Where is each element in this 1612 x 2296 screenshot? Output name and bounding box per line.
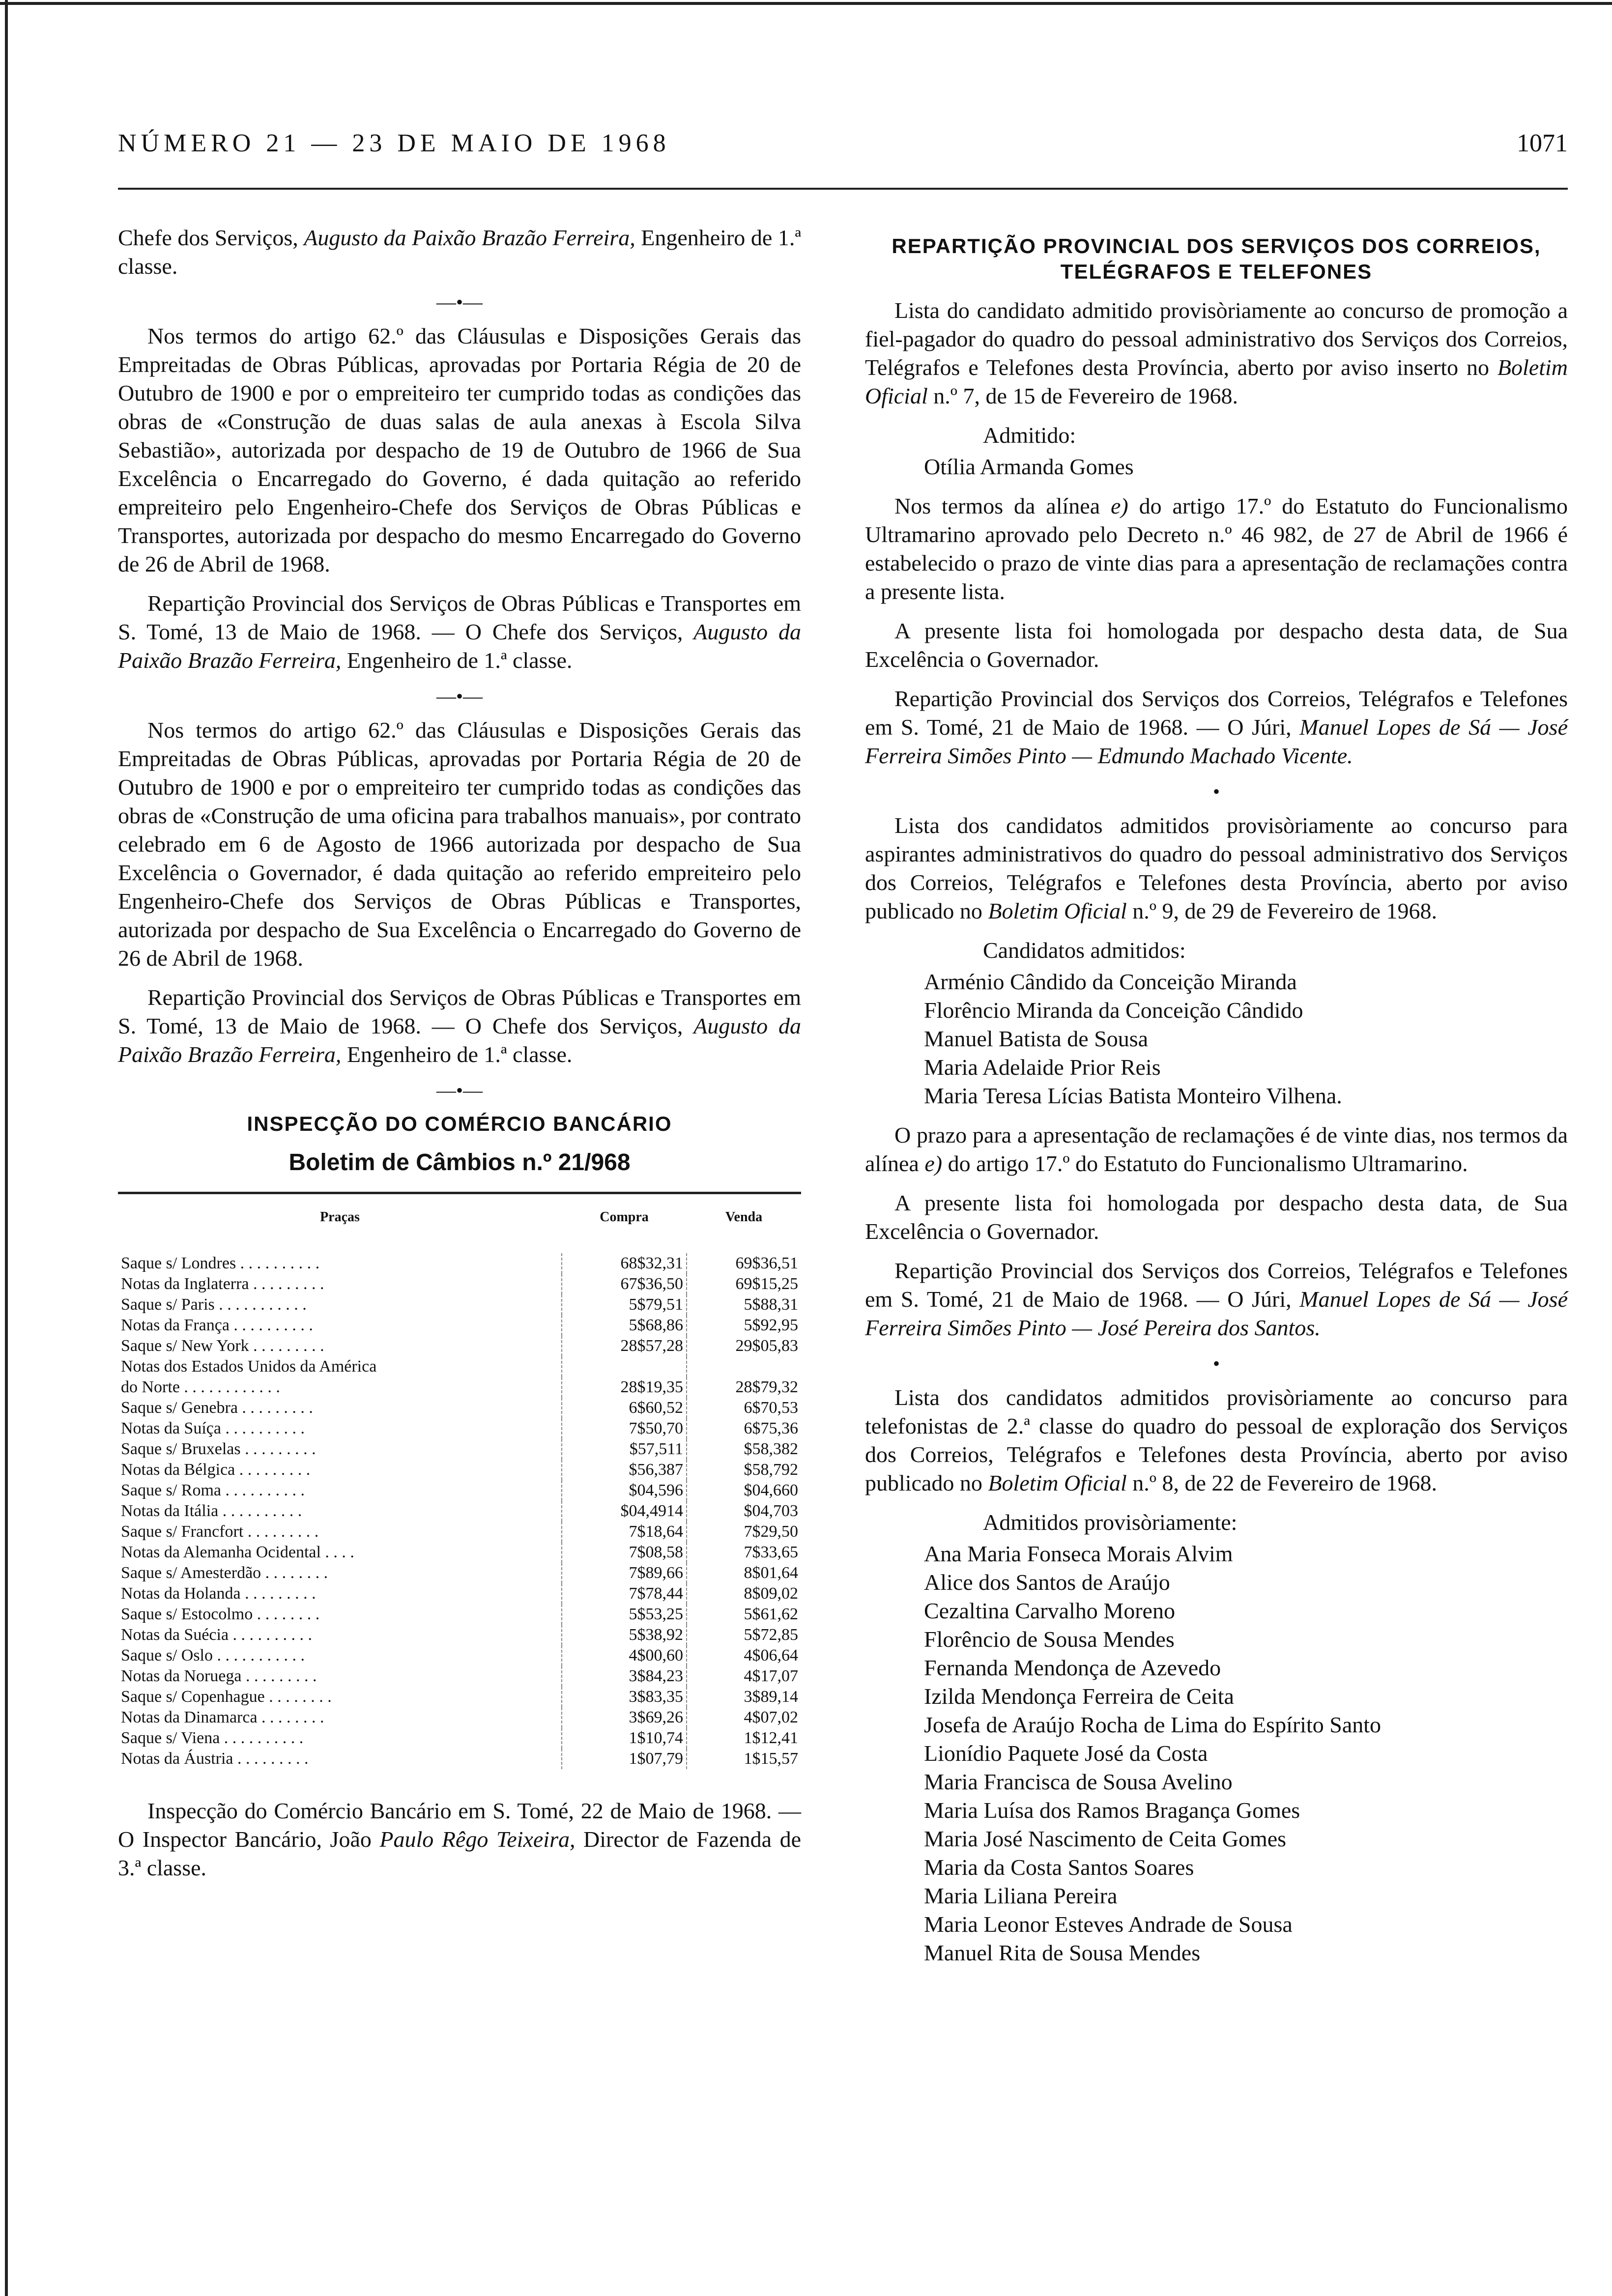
list-item: Maria da Costa Santos Soares [924,1855,1194,1880]
rate-buy: 7$50,70 [562,1418,687,1439]
rate-sell: 7$29,50 [744,1522,798,1541]
list-item: Lionídio Paquete José da Costa [924,1741,1208,1766]
paragraph-juri-1: Repartição Provincial dos Serviços dos Correios, Telégrafos e Telefones em S. Tomé, 21 de Maio de 1968. — O Júri, Manuel Lopes de Sá — José Ferreira Simões Pinto — Edmundo Machado Vicente. [865,686,1568,768]
rate-place: Notas da Alemanha Ocidental . . . . [118,1542,562,1563]
paragraph-homologada-2: A presente lista foi homologada por despacho desta data, de Sua Excelência o Governador. [865,1190,1568,1244]
table-row [118,1460,801,1480]
rate-place: Notas da Noruega . . . . . . . . . [118,1666,562,1687]
table-row [118,1625,801,1645]
table-row [118,1418,801,1439]
paragraph-lista-3: Lista dos candidatos admitidos provisòriamente ao concurso para telefonistas de 2.ª classe do quadro do pessoal de exploração dos Serviços dos Correios, Telégrafos e Telefones desta Província, aberto por aviso publicado no Boletim Oficial n.º 8, de 22 de Fevereiro de 1968. [865,1385,1568,1495]
table-row [118,1749,801,1769]
section-heading-correios: REPARTIÇÃO PROVINCIAL DOS SERVIÇOS DOS CORREIOS, TELÉGRAFOS E TELEFONES [892,234,1541,283]
header-title: NÚMERO 21 — 23 DE MAIO DE 1968 [118,129,670,157]
rate-sell: 1$12,41 [744,1729,798,1747]
rate-sell: 69$36,51 [735,1254,798,1272]
rate-place: Saque s/ Bruxelas . . . . . . . . . [118,1439,562,1460]
list-item: Maria Luísa dos Ramos Bragança Gomes [924,1798,1300,1823]
table-row [118,1356,801,1377]
paragraph-signature-2: Repartição Provincial dos Serviços de Obras Públicas e Transportes em S. Tomé, 13 de Maio de 1968. — O Chefe dos Serviços, Augusto da Paixão Brazão Ferreira, Engenheiro de 1.ª classe. [118,985,802,1067]
rate-place: Saque s/ New York . . . . . . . . . [118,1336,562,1356]
table-row [118,1377,801,1398]
rate-buy: 4$00,60 [562,1645,687,1666]
rate-buy: $04,596 [562,1480,687,1501]
left-column [118,224,801,1893]
candidatos-list [924,968,1568,1110]
table-row [118,1253,801,1274]
table-row [118,1583,801,1604]
rate-place: Notas dos Estados Unidos da América [118,1356,562,1377]
rate-sell: 1$15,57 [744,1750,798,1768]
rate-place: Saque s/ Paris . . . . . . . . . . . [118,1294,562,1315]
list-item: Manuel Batista de Sousa [924,1026,1149,1051]
rate-sell: 5$72,85 [744,1626,798,1644]
rate-place: Notas da Holanda . . . . . . . . . [118,1583,562,1604]
rate-buy: 5$79,51 [562,1294,687,1315]
table-row [118,1563,801,1583]
page-number: 1071 [1517,129,1568,157]
page-top-border [0,2,1612,5]
list-item: Maria Leonor Esteves Andrade de Sousa [924,1912,1293,1937]
admitidos-list [924,1540,1568,1967]
rate-buy: $04,4914 [562,1501,687,1521]
table-row [118,1707,801,1728]
table-row [118,1398,801,1418]
rate-place: Saque s/ Oslo . . . . . . . . . . . [118,1645,562,1666]
list-item: Ana Maria Fonseca Morais Alvim [924,1541,1233,1566]
paragraph-juri-2: Repartição Provincial dos Serviços dos Correios, Telégrafos e Telefones em S. Tomé, 21 de Maio de 1968. — O Júri, Manuel Lopes de Sá — José Ferreira Simões Pinto — José Pereira dos Santos. [865,1258,1568,1340]
separator: • [1212,780,1220,803]
rate-buy: 28$19,35 [562,1377,687,1398]
rate-sell: 8$01,64 [744,1564,798,1582]
rate-buy: 1$10,74 [562,1728,687,1749]
page-left-border [5,0,8,2296]
rate-sell: 4$07,02 [744,1708,798,1726]
rate-sell [687,1356,801,1377]
table-row [118,1542,801,1563]
rate-place: Saque s/ Amesterdão . . . . . . . . [118,1563,562,1583]
table-row [118,1439,801,1460]
rate-sell: 5$61,62 [744,1605,798,1623]
list-item: Fernanda Mendonça de Azevedo [924,1655,1221,1680]
table-row [118,1645,801,1666]
right-column [865,224,1568,1978]
list-item: Florêncio Miranda da Conceição Cândido [924,998,1303,1023]
rate-place: Notas da Inglaterra . . . . . . . . . [118,1274,562,1294]
list-item: Izilda Mendonça Ferreira de Ceita [924,1684,1234,1709]
list-item: Arménio Cândido da Conceição Miranda [924,969,1297,994]
rate-sell: 4$17,07 [744,1667,798,1685]
rate-buy: 1$07,79 [562,1749,687,1769]
rate-sell: 7$33,65 [744,1543,798,1561]
list-item: Josefa de Araújo Rocha de Lima do Espírito Santo [924,1712,1382,1737]
rate-buy: 3$83,35 [562,1687,687,1707]
table-row [118,1666,801,1687]
rate-place: Notas da Dinamarca . . . . . . . . [118,1707,562,1728]
rate-buy: $57,511 [562,1439,687,1460]
rate-place: Saque s/ Roma . . . . . . . . . . [118,1480,562,1501]
rate-buy [562,1356,687,1377]
table-row [118,1274,801,1294]
rate-place: Saque s/ Estocolmo . . . . . . . . [118,1604,562,1625]
rate-place: Saque s/ Londres . . . . . . . . . . [118,1253,562,1274]
rate-buy: $56,387 [562,1460,687,1480]
paragraph-lista-2: Lista dos candidatos admitidos provisòriamente ao concurso para aspirantes administrativos do quadro do pessoal administrativo dos Serviços dos Correios, Telégrafos e Telefones desta Província, aberto por aviso publicado no Boletim Oficial n.º 9, de 29 de Fevereiro de 1968. [865,813,1568,923]
paragraph-quitacao-2: Nos termos do artigo 62.º das Cláusulas e Disposições Gerais das Empreitadas de Obras Públicas, aprovadas por Portaria Régia de 20 de Outubro de 1900 e por o empreiteiro ter cumprido todas as condições das obras de «Construção de uma oficina para trabalhos manuais», por contrato celebrado em 6 de Agosto de 1966 autorizada por despacho de Sua Excelência o Governador, é dada quitação ao referido empreiteiro pelo Engenheiro-Chefe dos Serviços de Obras Públicas e Transportes, autorizada por despacho de Sua Excelência o Encarregado do Governo de 26 de Abril de 1968. [118,718,801,971]
admitido-name: Otília Armanda Gomes [924,454,1134,479]
list-item: Florêncio de Sousa Mendes [924,1627,1175,1652]
page-header [118,129,1568,163]
paragraph-signature-1: Repartição Provincial dos Serviços de Obras Públicas e Transportes em S. Tomé, 13 de Maio de 1968. — O Chefe dos Serviços, Augusto da Paixão Brazão Ferreira, Engenheiro de 1.ª classe. [118,591,802,673]
list-item: Cezaltina Carvalho Moreno [924,1598,1175,1623]
rate-buy: 7$78,44 [562,1583,687,1604]
rate-place: Notas da Áustria . . . . . . . . . [118,1749,562,1769]
rate-sell: 5$92,95 [744,1316,798,1334]
rate-sell: 8$09,02 [744,1584,798,1603]
rate-sell: 28$79,32 [735,1378,798,1396]
rate-buy: 68$32,31 [562,1253,687,1274]
list-item: Maria José Nascimento de Ceita Gomes [924,1826,1287,1851]
rate-buy: 6$60,52 [562,1398,687,1418]
column-header-sell: Venda [725,1209,763,1225]
rate-place: Saque s/ Viena . . . . . . . . . . [118,1728,562,1749]
section-subheading-boletim: Boletim de Câmbios n.º 21/968 [288,1149,631,1176]
table-row [118,1501,801,1521]
rate-place: Notas da Suécia . . . . . . . . . . [118,1625,562,1645]
rate-buy: 3$69,26 [562,1707,687,1728]
rate-buy: 67$36,50 [562,1274,687,1294]
rate-buy: 7$08,58 [562,1542,687,1563]
paragraph-homologada-1: A presente lista foi homologada por despacho desta data, de Sua Excelência o Governador. [865,618,1568,672]
rate-buy: 5$38,92 [562,1625,687,1645]
column-header-place: Praças [320,1209,360,1225]
candidatos-label: Candidatos admitidos: [983,938,1186,963]
rate-sell: 6$75,36 [744,1419,798,1437]
table-row [118,1315,801,1336]
rate-place: Saque s/ Francfort . . . . . . . . . [118,1521,562,1542]
separator: —•— [436,291,483,313]
exchange-rates-table [118,1192,801,1769]
rate-buy: 7$89,66 [562,1563,687,1583]
rate-sell: $04,703 [744,1502,798,1520]
rate-buy: 5$68,86 [562,1315,687,1336]
header-rule [118,188,1568,190]
rate-buy: 7$18,64 [562,1521,687,1542]
rate-place: Saque s/ Copenhague . . . . . . . . [118,1687,562,1707]
separator: —•— [436,1079,483,1101]
table-row [118,1480,801,1501]
separator: —•— [436,685,483,707]
table-row [118,1604,801,1625]
admitido-label: Admitido: [983,423,1076,448]
table-row [118,1521,801,1542]
rate-place: Notas da França . . . . . . . . . . [118,1315,562,1336]
admitidos-label: Admitidos provisòriamente: [983,1510,1238,1535]
list-item: Alice dos Santos de Araújo [924,1570,1170,1595]
rate-place: Notas da Suíça . . . . . . . . . . [118,1418,562,1439]
list-item: Maria Adelaide Prior Reis [924,1055,1161,1080]
column-header-buy: Compra [600,1209,649,1225]
rate-sell: $04,660 [744,1481,798,1499]
list-item: Maria Liliana Pereira [924,1883,1118,1908]
rate-sell: 4$06,64 [744,1646,798,1665]
table-header-row [118,1193,801,1254]
rate-sell: 3$89,14 [744,1688,798,1706]
rate-place: Notas da Bélgica . . . . . . . . . [118,1460,562,1480]
table-row [118,1336,801,1356]
rate-sell: $58,382 [744,1440,798,1458]
paragraph-inspeccao-signature: Inspecção do Comércio Bancário em S. Tomé, 22 de Maio de 1968. — O Inspector Bancário, João Paulo Rêgo Teixeira, Director de Fazenda de 3.ª classe. [118,1798,801,1880]
paragraph-intro: Chefe dos Serviços, Augusto da Paixão Brazão Ferreira, Engenheiro de 1.ª classe. [118,225,802,279]
rate-sell: 5$88,31 [744,1295,798,1314]
rate-place: do Norte . . . . . . . . . . . . [118,1377,562,1398]
rate-place: Notas da Itália . . . . . . . . . . [118,1501,562,1521]
rate-sell: 69$15,25 [735,1275,798,1293]
rate-buy: 5$53,25 [562,1604,687,1625]
list-item: Maria Francisca de Sousa Avelino [924,1769,1233,1794]
table-row [118,1294,801,1315]
table-row [118,1687,801,1707]
rate-buy: 28$57,28 [562,1336,687,1356]
rate-sell: $58,792 [744,1461,798,1479]
separator: • [1212,1352,1220,1375]
list-item: Manuel Rita de Sousa Mendes [924,1940,1201,1965]
list-item: Maria Teresa Lícias Batista Monteiro Vilhena. [924,1083,1342,1108]
table-body [118,1253,801,1769]
paragraph-prazo-2: O prazo para a apresentação de reclamações é de vinte dias, nos termos da alínea e) do artigo 17.º do Estatuto do Funcionalismo Ultramarino. [865,1122,1568,1176]
rate-sell: 29$05,83 [735,1337,798,1355]
paragraph-lista-1: Lista do candidato admitido provisòriamente ao concurso de promoção a fiel-pagador do quadro do pessoal administrativo dos Serviços dos Correios, Telégrafos e Telefones desta Província, aberto por aviso inserto no Boletim Oficial n.º 7, de 15 de Fevereiro de 1968. [865,298,1568,408]
paragraph-prazo-1: Nos termos da alínea e) do artigo 17.º do Estatuto do Funcionalismo Ultramarino aprovado pelo Decreto n.º 46 982, de 27 de Abril de 1966 é estabelecido o prazo de vinte dias para a apresentação de reclamações contra a presente lista. [865,493,1568,604]
table-row [118,1728,801,1749]
paragraph-quitacao-1: Nos termos do artigo 62.º das Cláusulas e Disposições Gerais das Empreitadas de Obras Públicas, aprovadas por Portaria Régia de 20 de Outubro de 1900 e por o empreiteiro ter cumprido todas as condições das obras de «Construção de duas salas de aula anexas à Escola Silva Sebastião», autorizada por despacho de 19 de Outubro de 1966 de Sua Excelência o Encarregado do Governo, é dada quitação ao referido empreiteiro pelo Engenheiro-Chefe dos Serviços de Obras Públicas e Transportes, autorizada por despacho do mesmo Encarregado do Governo de 26 de Abril de 1968. [118,323,801,576]
section-heading-inspeccao: INSPECÇÃO DO COMÉRCIO BANCÁRIO [247,1112,672,1135]
rate-place: Saque s/ Genebra . . . . . . . . . [118,1398,562,1418]
rate-buy: 3$84,23 [562,1666,687,1687]
rate-sell: 6$70,53 [744,1399,798,1417]
